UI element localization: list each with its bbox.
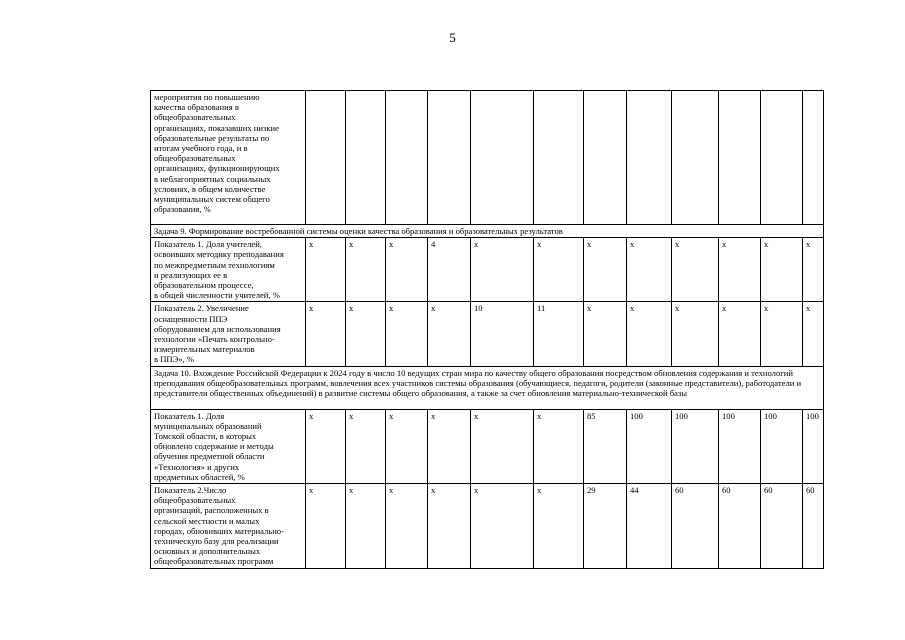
value-cell	[761, 91, 803, 225]
value-cell	[672, 91, 719, 225]
table-row	[151, 91, 824, 225]
value-cell: х	[672, 238, 719, 302]
value-cell: 10	[471, 302, 534, 366]
value-cell: х	[386, 238, 428, 302]
value-cell: 60	[761, 484, 803, 569]
indicator-label: Показатель 2.Число общеобразовательных организаций, расположенных в сельской местности и малых городах, обновивших материально- техническую базу для реализации основных и дополнительных общеобразовательных программ	[151, 484, 306, 569]
value-cell: х	[803, 238, 824, 302]
value-cell: 100	[719, 409, 761, 483]
value-cell	[306, 91, 346, 225]
value-cell: х	[761, 302, 803, 366]
indicator-label: Показатель 1. Доля муниципальных образований Томской области, в которых обновлено содержание и методы обучения предметной области «Технология» и других предметных областей, %	[151, 409, 306, 483]
value-cell: х	[428, 484, 471, 569]
value-cell: х	[386, 409, 428, 483]
value-cell: х	[346, 484, 386, 569]
value-cell: х	[719, 238, 761, 302]
value-cell	[471, 91, 534, 225]
value-cell: х	[471, 409, 534, 483]
task-heading: Задача 9. Формирование востребованной системы оценки качества образования и образовательных результатов	[151, 225, 824, 238]
value-cell: х	[471, 238, 534, 302]
table-row	[151, 409, 824, 483]
value-cell: х	[306, 484, 346, 569]
value-cell: х	[471, 484, 534, 569]
value-cell	[534, 91, 584, 225]
value-cell	[719, 91, 761, 225]
page-number: 5	[449, 30, 456, 45]
value-cell: х	[584, 238, 627, 302]
value-cell: 29	[584, 484, 627, 569]
value-cell: х	[803, 302, 824, 366]
value-cell: х	[386, 302, 428, 366]
value-cell: 60	[803, 484, 824, 569]
value-cell: х	[584, 302, 627, 366]
value-cell: х	[627, 238, 672, 302]
value-cell: 100	[761, 409, 803, 483]
indicators-table	[150, 90, 824, 569]
value-cell: х	[672, 302, 719, 366]
value-cell: х	[428, 409, 471, 483]
value-cell	[803, 91, 824, 225]
indicator-label: Показатель 1. Доля учителей, освоивших методику преподавания по межпредметным технологиям и реализующих ее в образовательном процессе, в общей численности учителей, %	[151, 238, 306, 302]
value-cell: 100	[627, 409, 672, 483]
value-cell: 100	[803, 409, 824, 483]
value-cell: х	[534, 238, 584, 302]
value-cell: х	[761, 238, 803, 302]
value-cell: х	[534, 484, 584, 569]
value-cell	[346, 91, 386, 225]
value-cell	[386, 91, 428, 225]
value-cell: х	[428, 302, 471, 366]
value-cell: 100	[672, 409, 719, 483]
value-cell: х	[306, 238, 346, 302]
table-row	[151, 302, 824, 366]
value-cell	[584, 91, 627, 225]
value-cell	[627, 91, 672, 225]
value-cell: х	[306, 302, 346, 366]
indicator-label: мероприятия по повышению качества образования в общеобразовательных организациях, показавших низкие образовательные результаты по итогам учебного года, и в общеобразовательных организациях, функционирующих в неблагоприятных социальных условиях, в общем количестве муниципальных систем общего образования, %	[151, 91, 306, 225]
value-cell: х	[534, 409, 584, 483]
value-cell: 4	[428, 238, 471, 302]
value-cell: х	[627, 302, 672, 366]
value-cell: 60	[672, 484, 719, 569]
value-cell: х	[346, 409, 386, 483]
table-row	[151, 225, 824, 238]
value-cell: х	[386, 484, 428, 569]
value-cell: 44	[627, 484, 672, 569]
value-cell: 85	[584, 409, 627, 483]
value-cell	[428, 91, 471, 225]
task-heading: Задача 10. Вхождение Российской Федерации к 2024 году в число 10 ведущих стран мира по качеству общего образования посредством обновления содержания и технологий преподавания общеобразовательных программ, вовлечения всех участников системы образования (обучающиеся, педагоги, родители (законные представители), работодатели и представители общественных объединений) в развитие системы общего образования, а также за счет обновления материально-технической базы	[151, 366, 824, 409]
value-cell: х	[306, 409, 346, 483]
table-row	[151, 238, 824, 302]
value-cell: 60	[719, 484, 761, 569]
value-cell: х	[346, 238, 386, 302]
value-cell: х	[719, 302, 761, 366]
table-row	[151, 484, 824, 569]
value-cell: х	[346, 302, 386, 366]
indicator-label: Показатель 2. Увеличение оснащенности ППЭ оборудованием для использования технологии «Печать контрольно- измерительных материалов в ППЭ», %	[151, 302, 306, 366]
table-row	[151, 366, 824, 409]
value-cell: 11	[534, 302, 584, 366]
